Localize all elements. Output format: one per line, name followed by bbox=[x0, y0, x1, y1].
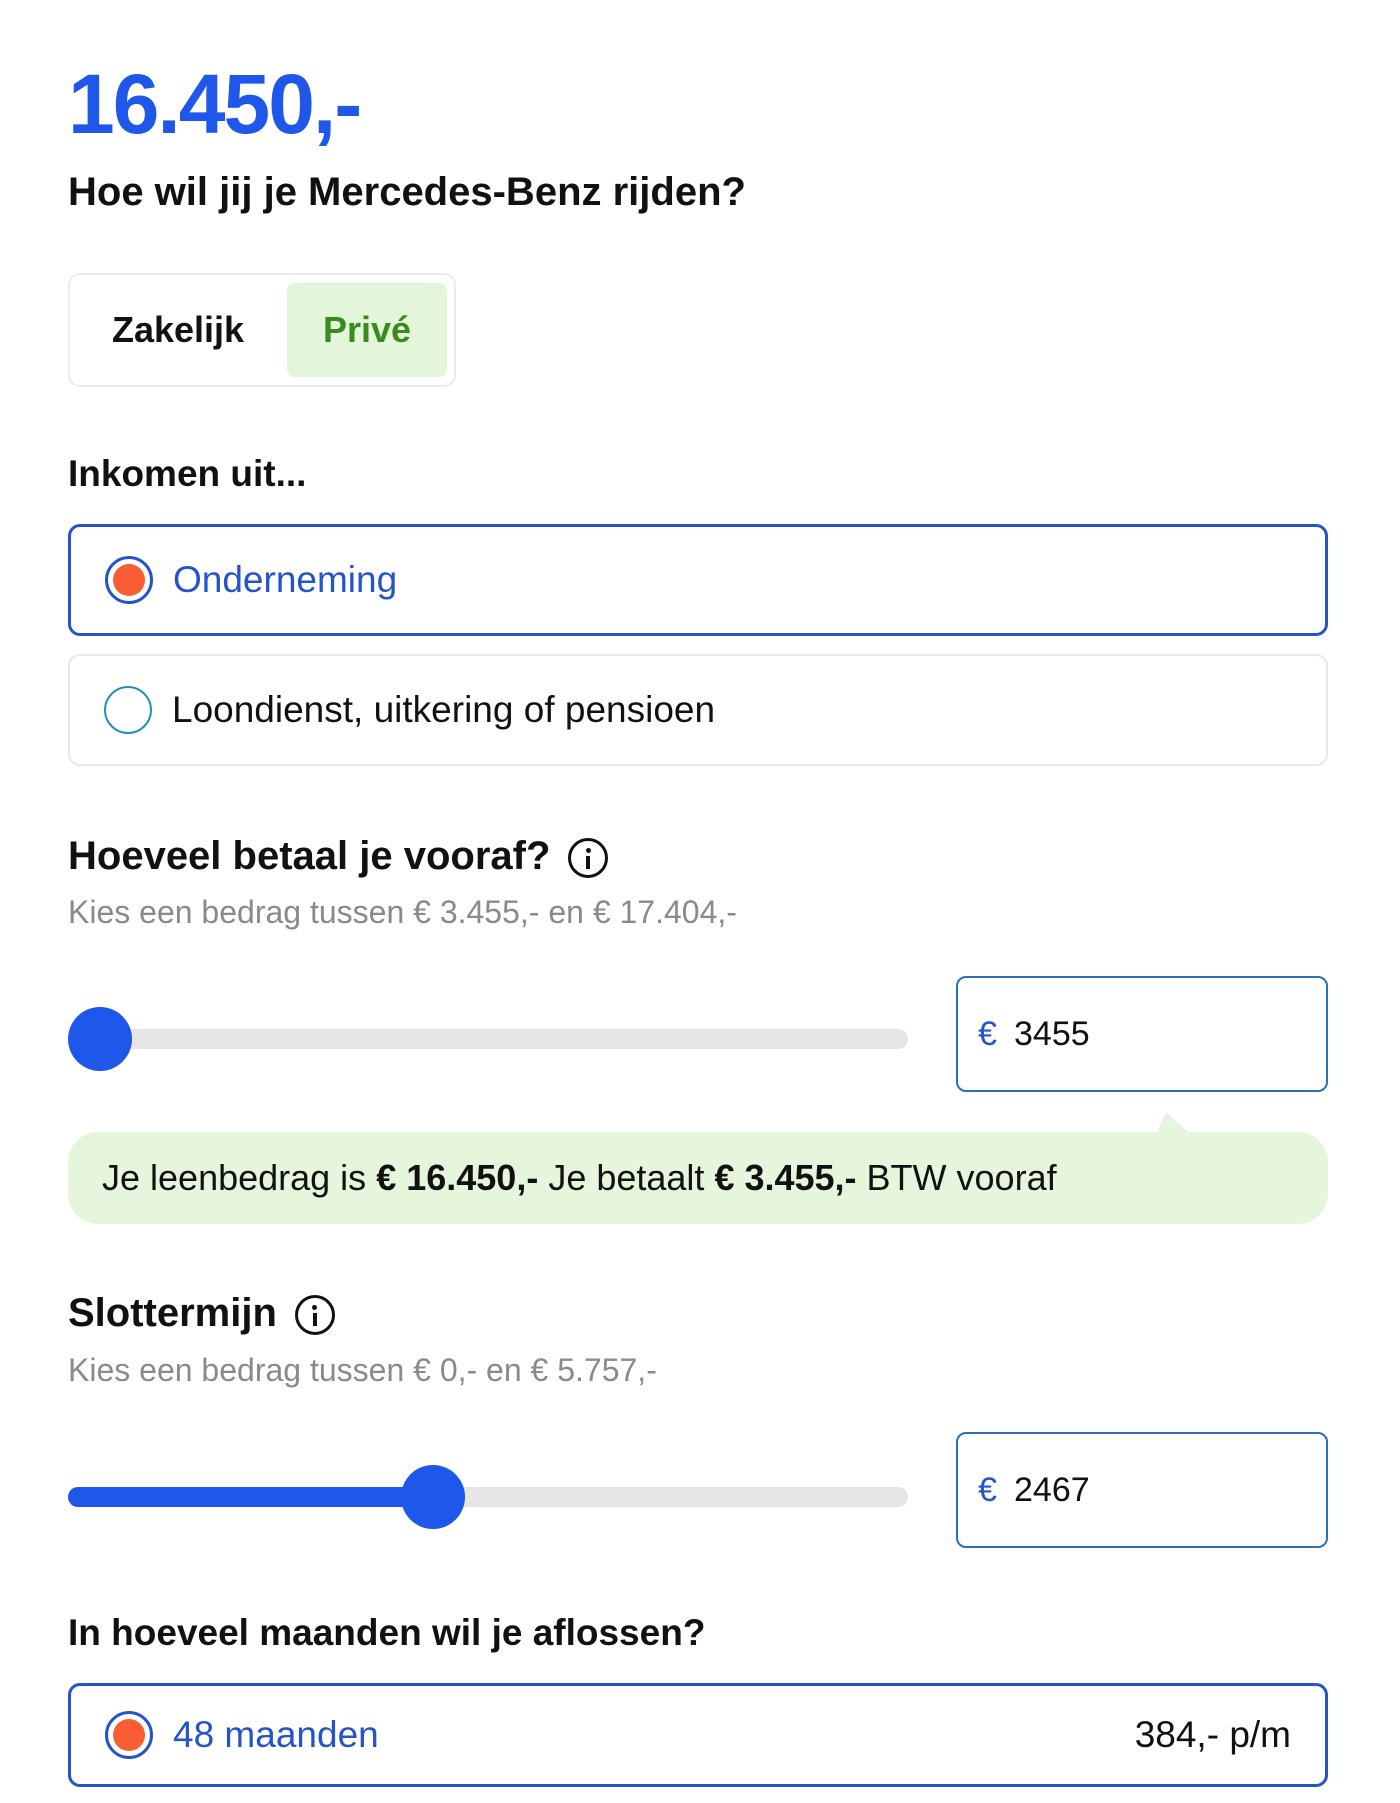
radio-selected-icon[interactable] bbox=[105, 556, 153, 604]
downpayment-slider[interactable] bbox=[68, 1029, 908, 1049]
toggle-private-option[interactable]: Privé bbox=[287, 283, 447, 377]
downpayment-input[interactable] bbox=[956, 976, 1328, 1092]
final-term-input[interactable] bbox=[956, 1432, 1328, 1548]
radio-unselected-icon[interactable] bbox=[104, 686, 152, 734]
final-term-hint: Kies een bedrag tussen € 0,- en € 5.757,- bbox=[68, 1352, 657, 1388]
info-icon[interactable] bbox=[568, 838, 608, 878]
final-term-title: Slottermijn bbox=[68, 1291, 277, 1335]
euro-icon: € bbox=[978, 1015, 997, 1053]
downpayment-input-value[interactable]: 3455 bbox=[1014, 1015, 1090, 1053]
income-heading: Inkomen uit... bbox=[68, 453, 307, 494]
final-term-slider[interactable] bbox=[68, 1487, 908, 1507]
euro-icon: € bbox=[978, 1471, 997, 1509]
notice-text: Je leenbedrag is bbox=[102, 1157, 377, 1198]
downpayment-heading bbox=[68, 836, 608, 878]
notice-text: BTW vooraf bbox=[856, 1157, 1057, 1198]
drive-question-heading: Hoe wil jij je Mercedes-Benz rijden? bbox=[68, 170, 746, 214]
downpayment-title: Hoeveel betaal je vooraf? bbox=[68, 834, 551, 878]
final-term-input-value[interactable]: 2467 bbox=[1014, 1471, 1090, 1509]
income-option-loondienst[interactable] bbox=[68, 654, 1328, 766]
notice-loan-amount: € 16.450,- bbox=[376, 1157, 539, 1198]
notice-text: Je betaalt bbox=[538, 1157, 715, 1198]
notice-vat-amount: € 3.455,- bbox=[714, 1157, 857, 1198]
downpayment-hint: Kies een bedrag tussen € 3.455,- en € 17.404,- bbox=[68, 894, 737, 930]
slider-thumb[interactable] bbox=[401, 1465, 465, 1529]
months-option-label: 48 maanden bbox=[173, 1714, 379, 1755]
info-icon[interactable] bbox=[295, 1295, 335, 1335]
notice-pointer bbox=[1156, 1112, 1190, 1134]
monthly-payment: 384,- p/m bbox=[1134, 1714, 1291, 1755]
months-heading: In hoeveel maanden wil je aflossen? bbox=[68, 1612, 706, 1653]
loan-amount-title: 16.450,- bbox=[68, 57, 361, 151]
final-term-heading bbox=[68, 1293, 335, 1335]
slider-thumb[interactable] bbox=[68, 1007, 132, 1071]
income-option-onderneming[interactable] bbox=[68, 524, 1328, 636]
income-option-label: Onderneming bbox=[173, 559, 398, 600]
slider-fill bbox=[68, 1487, 433, 1507]
months-option-48[interactable] bbox=[68, 1683, 1328, 1787]
toggle-business-option[interactable]: Zakelijk bbox=[111, 309, 245, 350]
income-option-label: Loondienst, uitkering of pensioen bbox=[172, 689, 716, 730]
usage-toggle bbox=[68, 273, 456, 387]
loan-summary-notice bbox=[68, 1132, 1328, 1224]
radio-selected-icon[interactable] bbox=[105, 1711, 153, 1759]
